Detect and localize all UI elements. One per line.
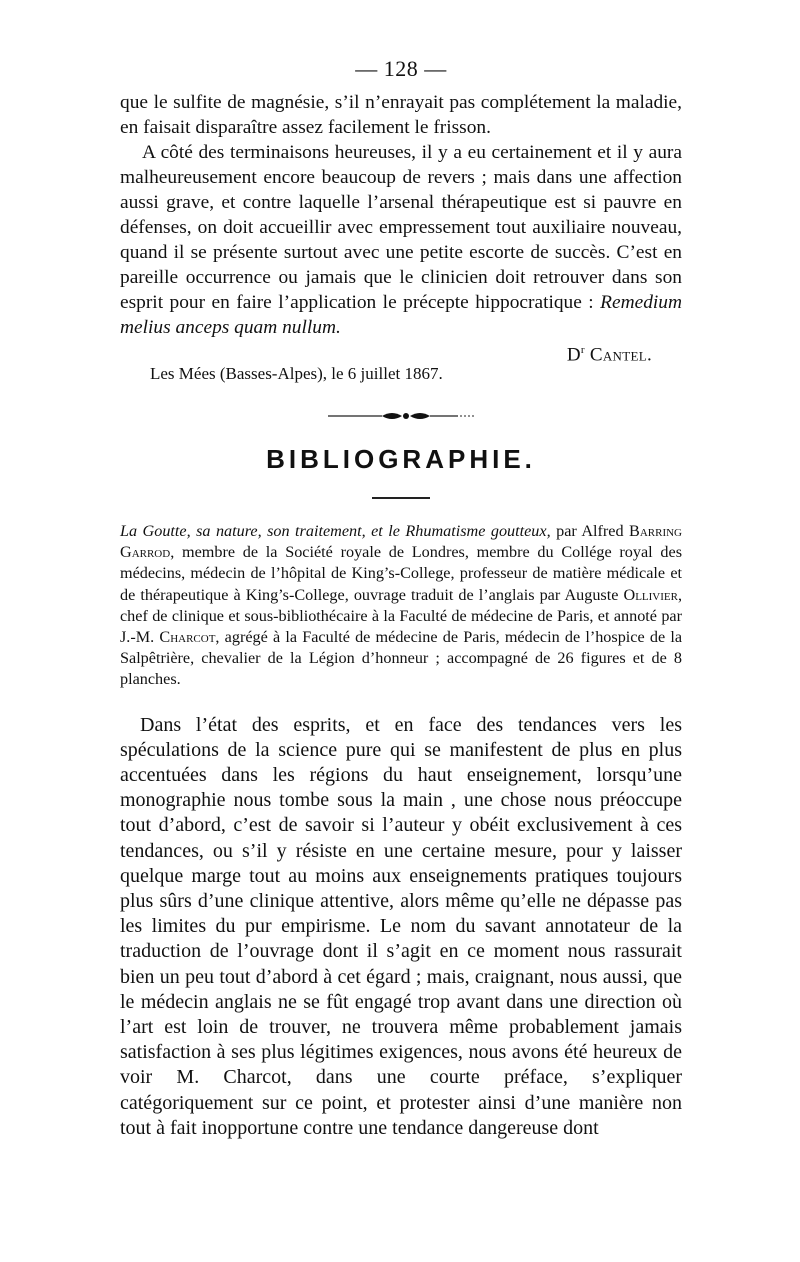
signature-block	[120, 340, 682, 388]
intro-paragraph-b-text: A côté des terminaisons heureuses, il y a eu certainement et il y aura malheureusement encore beaucoup de revers ; mais dans une affection aussi grave, et contre laquelle l’arsenal thérapeutique est si pauvre en défenses, on doit accueillir avec empressement tout auxiliaire nouveau, quand il se présente surtout avec une petite escorte de succès. C’est en pareille occurrence ou jamais que le clinicien doit retrouver dans son esprit pour en faire l’application le précepte hippocratique :	[120, 142, 682, 313]
book-author-desc: , membre de la Société royale de Londres, membre du Collége royal des médecins, médecin de l’hôpital de King’s-College, professeur de matière médicale et de thérapeutique à King’s-College, ouvrage traduit de l’anglais par Auguste	[120, 543, 682, 604]
book-title: La Goutte, sa nature, son traitement, et le Rhumatisme goutteux,	[120, 522, 551, 540]
intro-paragraph-a: que le sulfite de magnésie, s’il n’enrayait pas complétement la maladie, en faisait disparaître assez facilement le frisson.	[120, 92, 682, 138]
book-by: par Alfred	[556, 522, 624, 540]
main-paragraph-text: Dans l’état des esprits, et en face des tendances vers les spéculations de la science pure qui se manifestent de plus en plus accentuées dans les régions du haut enseignement, lorsqu’une monographie nous tombe sous la main , une chose nous préoccupe tout d’abord, c’est de savoir si l’auteur y obéit exclusivement à ces tendances, ou s’il y résiste en une certaine mesure, pour y laisser quelque marge tout au moins aux enseignements pratiques toujours plus sûrs d’une clinique attentive, alors même qu’elle ne dépasse pas les limites du pur empirisme. Le nom du savant annotateur de la traduction de l’ouvrage dont il s’agit en ce moment nous rassurait bien un peu tout d’abord à cet égard ; mais, craignant, nous aussi, que le médecin anglais ne se fût engagé trop avant dans une direction où l’art est loin de trouver, ne trouvera même probablement jamais satisfaction à ses plus légitimes exigences, nous avons été heureux de voir M. Charcot, dans une courte préface, s’expliquer catégoriquement sur ce point, et protester ainsi d’une manière non tout à fait inopportune contre une tendance dangereuse dont	[120, 713, 682, 1139]
section-heading: BIBLIOGRAPHIE.	[266, 444, 536, 474]
book-translator-desc: , chef de clinique et sous-bibliothécaire à la Faculté de médecine de Paris, et annoté par J.-M.	[120, 585, 683, 647]
ornament-divider-icon	[326, 410, 476, 422]
document-page	[120, 56, 682, 1141]
main-paragraph	[120, 713, 682, 1141]
page-number: — 128 —	[355, 56, 447, 81]
book-reference	[120, 521, 682, 691]
book-translator: Ollivier	[623, 585, 678, 604]
book-annotator: Charcot	[159, 628, 216, 647]
place-date: Les Mées (Basses-Alpes), le 6 juillet 1867.	[150, 364, 443, 383]
book-author: Barring Garrod	[120, 522, 682, 562]
heading-rule	[372, 497, 430, 499]
book-annotator-desc: , agrégé à la Faculté de médecine de Paris, médecin de l’hospice de la Salpêtrière, chevalier de la Légion d’honneur ; accompagné de 26 figures et de 8 planches.	[120, 628, 683, 689]
latin-maxim: Remedium melius anceps quam nullum.	[120, 292, 682, 338]
author-signature: $D^r$ Cantel.	[566, 344, 652, 366]
intro-paragraph-b	[120, 140, 682, 340]
